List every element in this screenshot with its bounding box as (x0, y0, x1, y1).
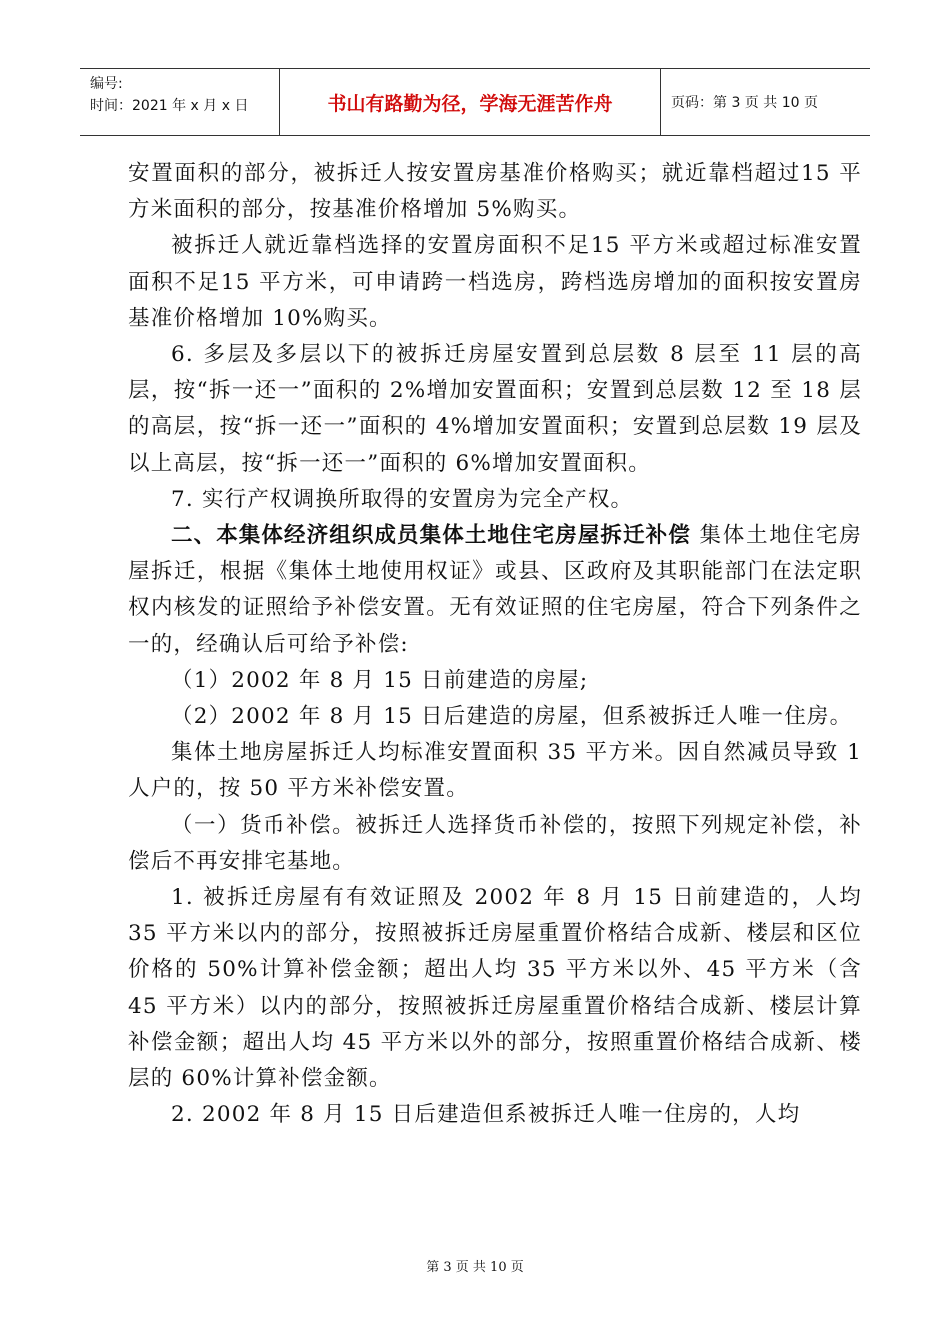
paragraph: 7. 实行产权调换所取得的安置房为完全产权。 (171, 486, 634, 512)
paragraph: 安置面积的部分，被拆迁人按安置房基准价格购买；就近靠档超过15 平方米面积的部分，按基准价格增加 5%购买。 (128, 161, 862, 223)
paragraph: （1）2002 年 8 月 15 日前建造的房屋; (171, 667, 589, 693)
page-footer: 第 3 页 共 10 页 (426, 1260, 524, 1275)
document-code-label: 编号: (90, 76, 123, 92)
document-date: 时间：2021 年 x 月 x 日 (90, 98, 249, 114)
paragraph: 2. 2002 年 8 月 15 日后建造但系被拆迁人唯一住房的，人均 (171, 1102, 801, 1128)
header-meta (80, 69, 280, 135)
paragraph: （2）2002 年 8 月 15 日后建造的房屋，但系被拆迁人唯一住房。 (171, 704, 853, 730)
header-page-info: 页码：第 3 页 共 10 页 (671, 95, 818, 111)
section-text: 集体土地住宅房屋拆迁，根据《集体土地使用权证》或县、区政府及其职能部门在法定职权内核发的证照给予补偿安置。无有效证照的住宅房屋，符合下列条件之一的，经确认后可给予补偿: (128, 523, 862, 657)
paragraph: 6. 多层及多层以下的被拆迁房屋安置到总层数 8 层至 11 层的高层，按“拆一还一”面积的 2%增加安置面积；安置到总层数 12 至 18 层的高层，按“拆一还一”面积的 4%增加安置面积；安置到总层数 19 层及以上高层，按“拆一还一”面积的 6%增加安置面积。 (128, 342, 862, 476)
header-motto: 书山有路勤为径，学海无涯苦作舟 (280, 69, 661, 135)
page-header (80, 68, 870, 136)
paragraph: 1. 被拆迁房屋有有效证照及 2002 年 8 月 15 日前建造的，人均 35 平方米以内的部分，按照被拆迁房屋重置价格结合成新、楼层和区位价格的 50%计算补偿金额；超出人均 35 平方米以外、45 平方米（含 45 平方米）以内的部分，按照被拆迁房屋重置价格结合成新、楼层计算补偿金额；超出人均 45 平方米以外的部分，按照重置价格结合成新、楼层的 60%计算补偿金额。 (128, 885, 862, 1092)
section-heading: 二、本集体经济组织成员集体土地住宅房屋拆迁补偿 (171, 523, 691, 549)
section-paragraph (128, 518, 862, 663)
paragraph: 集体土地房屋拆迁人均标准安置面积 35 平方米。因自然减员导致 1 人户的，按 50 平方米补偿安置。 (128, 740, 862, 802)
paragraph: （一）货币补偿。被拆迁人选择货币补偿的，按照下列规定补偿，补偿后不再安排宅基地。 (128, 812, 862, 874)
paragraph: 被拆迁人就近靠档选择的安置房面积不足15 平方米或超过标准安置面积不足15 平方米，可申请跨一档选房，跨档选房增加的面积按安置房基准价格增加 10%购买。 (128, 233, 862, 331)
document-body (128, 156, 862, 1133)
